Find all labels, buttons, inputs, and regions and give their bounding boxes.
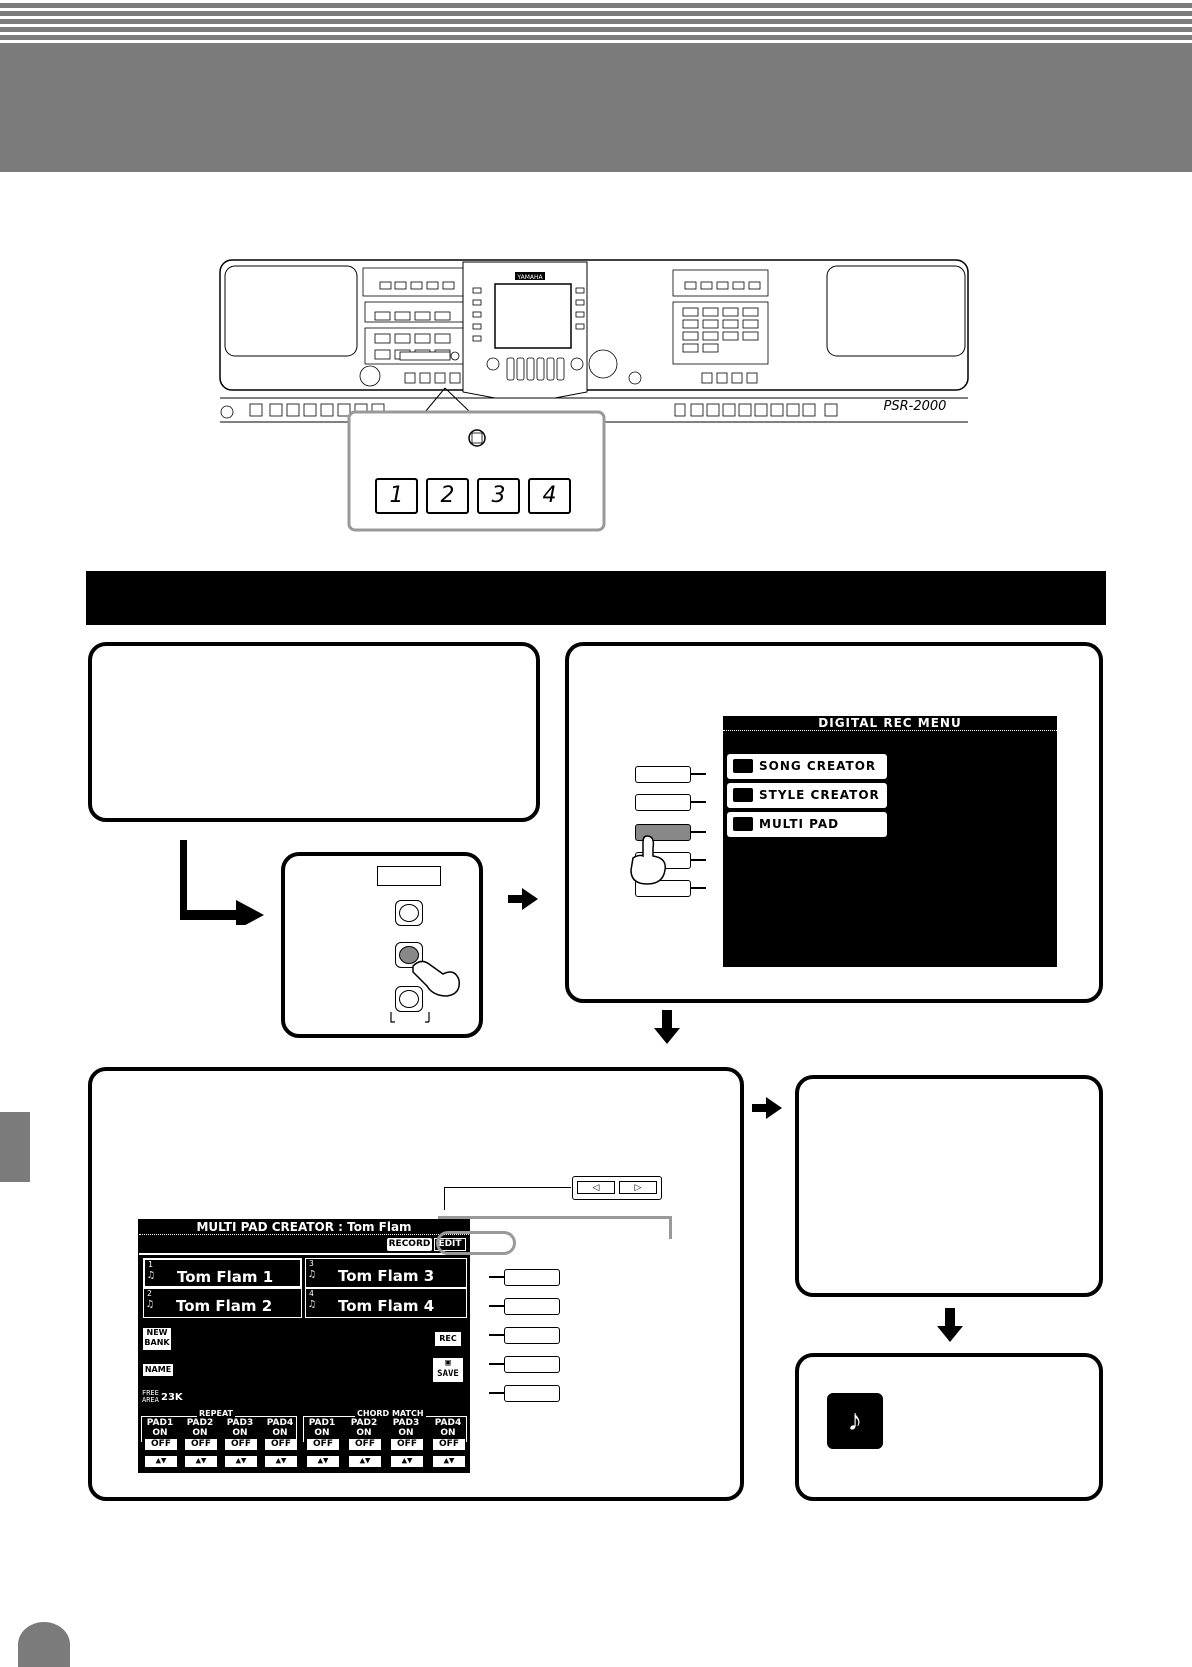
header-stripes [0,0,1192,48]
lcd-button-i[interactable] [504,1356,560,1373]
chord-pad2-off[interactable]: OFF [349,1439,381,1450]
arrow-right-stem [508,895,524,903]
keyboard-panel-diagram [215,252,975,542]
lcd-button-a[interactable] [635,766,691,783]
chord-pad1-on: ON [314,1428,330,1438]
pad-2-number: 2 [147,1289,152,1298]
repeat-pad3-on: ON [232,1428,248,1438]
repeat-pad2-label: PAD2 [186,1418,214,1428]
save-label: SAVE [437,1369,459,1379]
digital-rec-menu-title: DIGITAL REC MENU [723,716,1057,731]
floppy-icon: ▣ [445,1358,451,1368]
up-down-icon[interactable]: ▲▼ [349,1456,381,1467]
tab-bracket-left [444,1187,571,1210]
pointing-hand-icon [625,834,669,886]
style-icon [733,788,753,802]
drum-icon: ♫ [148,1270,155,1281]
up-down-icon[interactable]: ▲▼ [185,1456,217,1467]
pad-1-name: Tom Flam 1 [177,1268,274,1286]
pad-3-cell[interactable] [305,1258,467,1288]
tab-arrow-buttons [572,1176,662,1200]
repeat-pad1-label: PAD1 [146,1418,174,1428]
tab-record[interactable]: RECORD [388,1239,431,1249]
tab-right-button[interactable]: ▷ [619,1181,657,1194]
arrow-right-stem [752,1104,766,1112]
repeat-pad2-on: ON [192,1428,208,1438]
model-label: PSR-2000 [883,399,947,414]
page-number-oval [18,1622,70,1667]
chord-pad1-label: PAD1 [308,1418,336,1428]
lcd-button-h[interactable] [504,1327,560,1344]
button-label-frame [377,866,441,886]
up-down-icon[interactable]: ▲▼ [145,1456,177,1467]
free-area-value: 23K [161,1392,183,1403]
step-5-box [795,1075,1103,1297]
multi-pad-button-row [375,478,575,514]
note-box [795,1353,1103,1501]
tab-left-button[interactable]: ◁ [577,1181,615,1194]
chord-pad2-on: ON [356,1428,372,1438]
lcd-button-b[interactable] [635,794,691,811]
lcd-button-j[interactable] [504,1385,560,1402]
pad-1-number: 1 [148,1260,153,1269]
tab-edit[interactable]: EDIT [434,1238,466,1251]
chord-pad3-label: PAD3 [392,1418,420,1428]
chord-pad4-off[interactable]: OFF [433,1439,465,1450]
chord-pad3-off[interactable]: OFF [391,1439,423,1450]
note-icon: ♪ [827,1393,883,1449]
chord-pad1-off[interactable]: OFF [307,1439,339,1450]
repeat-label: REPEAT [199,1409,233,1418]
pointing-hand-icon [409,946,465,1002]
song-icon [733,759,753,773]
chord-match-label: CHORD MATCH [357,1409,424,1418]
tab-divider [139,1253,471,1255]
lcd-button-f[interactable] [504,1269,560,1286]
drum-icon: ♫ [309,1269,316,1280]
drum-icon: ♫ [309,1299,316,1310]
repeat-pad3-label: PAD3 [226,1418,254,1428]
pad-4-number: 4 [309,1289,314,1298]
up-down-icon[interactable]: ▲▼ [433,1456,465,1467]
pad-3-number: 3 [309,1259,314,1268]
multi-pad-1-button[interactable]: 1 [375,478,418,514]
pad-4-name: Tom Flam 4 [338,1297,435,1315]
repeat-pad4-label: PAD4 [266,1418,294,1428]
chord-pad4-label: PAD4 [434,1418,462,1428]
song-creator-label: SONG CREATOR [759,759,877,773]
repeat-pad1-off[interactable]: OFF [145,1439,177,1450]
panel-button-upper[interactable] [395,900,423,926]
repeat-pad2-off[interactable]: OFF [185,1439,217,1450]
brand-label: YAMAHA [517,274,543,281]
up-down-icon[interactable]: ▲▼ [225,1456,257,1467]
arrow-right-icon [522,888,538,910]
multi-pad-3-button[interactable]: 3 [477,478,520,514]
up-down-icon[interactable]: ▲▼ [391,1456,423,1467]
repeat-pad1-on: ON [152,1428,168,1438]
arrow-right-icon [766,1097,782,1119]
repeat-pad4-off[interactable]: OFF [265,1439,297,1450]
chord-pad2-label: PAD2 [350,1418,378,1428]
section-title-bar [86,571,1106,625]
free-area-label: FREE AREA [142,1389,159,1404]
arrow-down-icon [935,1308,965,1344]
pad-4-cell[interactable] [305,1288,467,1318]
repeat-pad3-off[interactable]: OFF [225,1439,257,1450]
pad-3-name: Tom Flam 3 [338,1267,435,1285]
arrow-down-icon [652,1010,682,1046]
multi-pad-creator-screen [138,1219,470,1473]
side-tab-marker [0,1112,30,1182]
rec-button[interactable]: REC [435,1332,461,1346]
pad-2-name: Tom Flam 2 [176,1297,273,1315]
drum-icon: ♫ [147,1299,154,1310]
chord-pad4-on: ON [440,1428,456,1438]
digital-rec-menu-screen [723,716,1057,967]
up-down-icon[interactable]: ▲▼ [265,1456,297,1467]
new-bank-button[interactable]: NEW BANK [143,1328,171,1350]
multi-pad-creator-label: MULTI PAD CREATOR [759,817,840,856]
chord-pad3-on: ON [398,1428,414,1438]
multi-pad-4-button[interactable]: 4 [528,478,571,514]
l-arrow-icon [178,840,268,925]
step-4-box [88,1067,744,1501]
step-1-box [88,642,540,822]
style-creator-label: STYLE CREATOR [759,788,880,802]
edit-tab-highlight [436,1231,516,1255]
step-2-box [281,852,483,1038]
save-button[interactable] [433,1358,463,1382]
name-button[interactable]: NAME [144,1365,172,1374]
step-3-box [565,642,1103,1003]
lcd-button-g[interactable] [504,1298,560,1315]
multi-pad-icon [733,817,753,831]
repeat-pad4-on: ON [272,1428,288,1438]
pad-1-cell[interactable] [143,1258,302,1288]
up-down-icon[interactable]: ▲▼ [307,1456,339,1467]
multi-pad-2-button[interactable]: 2 [426,478,469,514]
pad-2-cell[interactable] [143,1288,302,1318]
multi-pad-creator-title: MULTI PAD CREATOR : Tom Flam [139,1220,469,1235]
loop-arrows-icon [385,1010,435,1028]
